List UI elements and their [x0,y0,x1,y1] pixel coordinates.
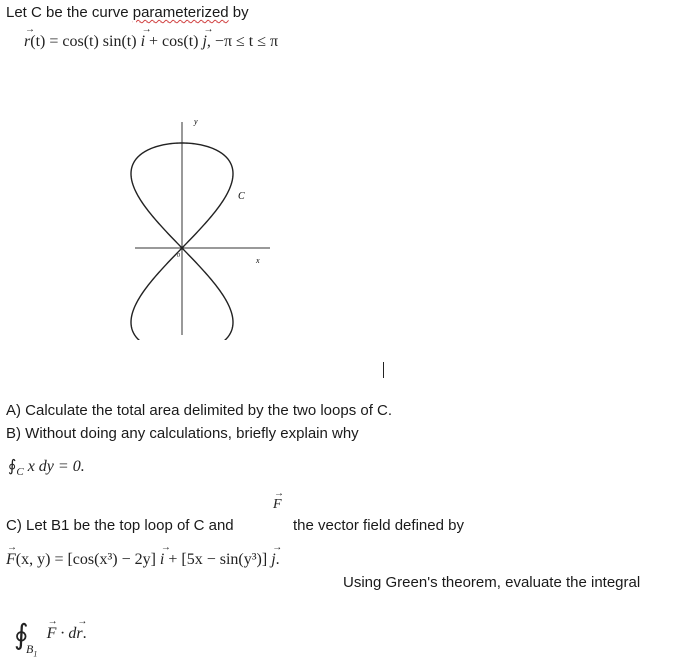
vector-field-symbol [273,497,282,513]
question-a: A) Calculate the total area delimited by the two loops of C. [6,402,393,419]
subscript-b: B [26,642,34,656]
field-expr-2: + [5x − sin(y³)] [164,551,272,568]
param-lhs-rest: (t) = cos(t) sin(t) [30,33,141,50]
final-contour-integral-symbol: ∮ [14,620,29,651]
closed-integral-b [8,456,85,478]
param-range: , −π ≤ t ≤ π [206,33,279,50]
field-unit-j: → j [271,551,275,569]
integral-subscript-c: C [16,466,24,479]
unit-j: → j [202,33,206,51]
question-c-rest: the vector field defined by [293,517,464,534]
final-vector-r: → r [76,625,82,643]
intro-underlined-word: parameterized [132,4,229,21]
curve-label: C [238,191,245,202]
vector-f-label: → F [273,497,282,513]
final-vector-f: → F [47,625,57,643]
final-line-integral [14,612,87,659]
intro-suffix: by [228,4,249,21]
parameterization-equation [24,33,278,51]
question-b: B) Without doing any calculations, briefly explain why [6,425,359,442]
final-dot-d: · d [56,625,77,642]
contour-integral-symbol: ∮ [8,458,17,475]
vector-f: → F [6,551,16,569]
y-axis-label: y [194,117,198,126]
x-axis-label: x [256,256,260,265]
final-end: . [82,625,87,642]
greens-theorem-text: Using Green's theorem, evaluate the integral [343,574,641,591]
integrand-b: x dy = 0. [23,458,85,475]
text-cursor [383,362,384,378]
intro-prefix: Let C be the curve [6,4,133,21]
subscript-index: 1 [33,649,38,659]
curve-figure [120,110,300,340]
question-c: C) Let B1 be the top loop of C and [6,517,234,534]
origin-label: 0 [177,253,180,259]
vector-field-definition [6,551,280,569]
field-expr-1: (x, y) = [cos(x³) − 2y] [15,551,160,568]
intro-line [6,4,249,21]
final-integral-subscript [26,642,37,658]
vector-r: → r [24,33,30,51]
field-unit-i: → i [160,551,164,569]
unit-i: → i [141,33,145,51]
field-end: . [275,551,280,568]
param-mid: + cos(t) [145,33,203,50]
